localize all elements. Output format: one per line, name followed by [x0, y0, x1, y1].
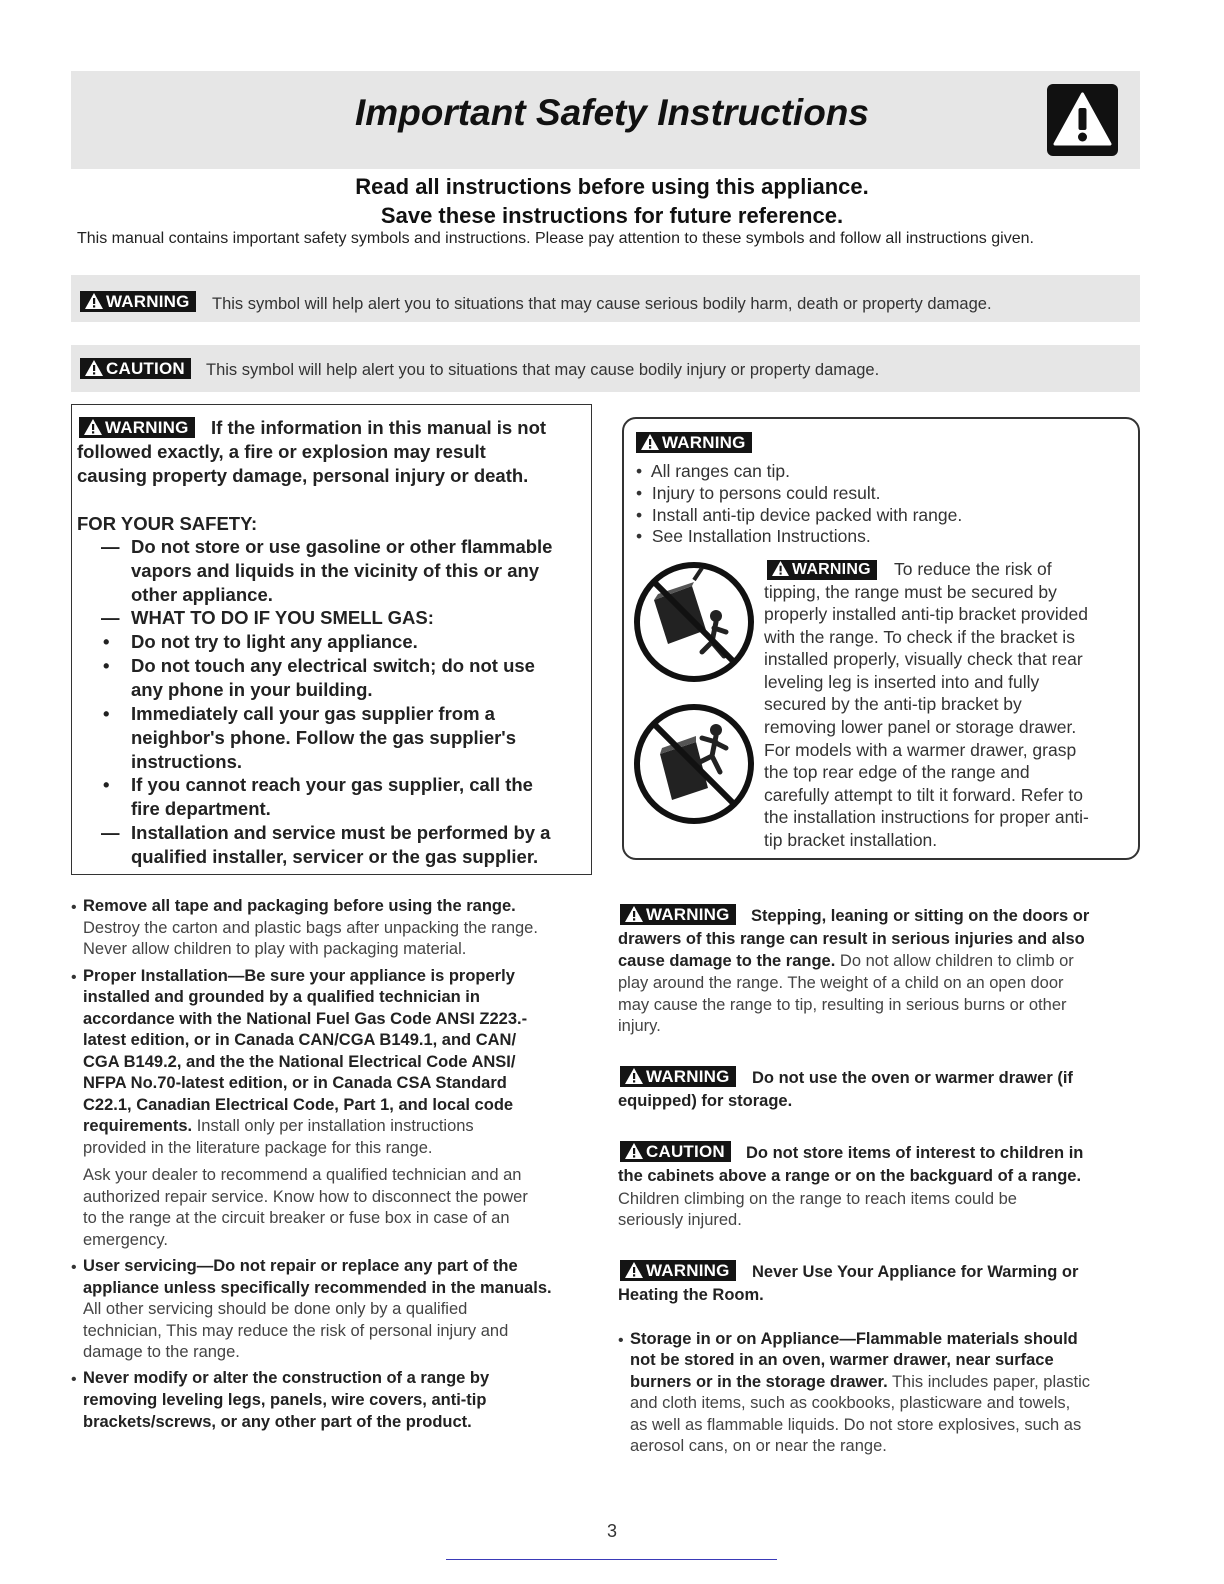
warning-badge: WARNING	[620, 1260, 736, 1283]
for-your-safety-heading: FOR YOUR SAFETY:	[77, 513, 258, 534]
subheading-read: Read all instructions before using this appliance.	[355, 174, 869, 199]
list-item: • All ranges can tip.	[636, 461, 791, 481]
warning-badge: WARNING	[79, 415, 195, 439]
warning-triangle-icon	[624, 1067, 644, 1085]
warning-triangle-icon	[84, 359, 104, 377]
bullet-marker: •	[103, 774, 110, 795]
warning-triangle-icon	[624, 1261, 644, 1279]
gas-warning-lead: If the information in this manual is not	[211, 417, 547, 438]
dash-marker: —	[101, 536, 120, 557]
warning-triangle-icon	[624, 905, 644, 923]
climbing-child-range-icon	[632, 702, 756, 826]
warning-triangle-icon	[624, 1142, 644, 1160]
tipping-range-child-icon	[632, 560, 756, 684]
subheading-save: Save these instructions for future reference.	[380, 203, 844, 228]
warning-badge: WARNING	[620, 904, 736, 927]
warning-symbol-text: This symbol will help alert you to situations that may cause serious bodily harm, death or property damage.	[212, 295, 992, 313]
warning-label: WARNING	[106, 292, 190, 311]
warning-badge: WARNING	[636, 432, 752, 453]
warning-badge: WARNING	[767, 560, 877, 580]
caution-badge: CAUTION	[620, 1141, 731, 1164]
bullet-marker: •	[103, 655, 110, 676]
bullet-marker: •	[103, 631, 110, 652]
caution-badge	[80, 358, 191, 379]
footer-rule	[446, 1559, 777, 1560]
page-title: Important Safety Instructions	[355, 92, 869, 133]
dash-marker: —	[101, 607, 120, 628]
bullet-marker: •	[71, 1259, 77, 1276]
warning-triangle-icon	[84, 292, 104, 310]
warning-badge: WARNING	[620, 1066, 736, 1089]
page-number: 3	[606, 1521, 617, 1541]
bullet-marker: •	[71, 899, 77, 916]
dash-marker: —	[101, 822, 120, 843]
intro-text: This manual contains important safety symbols and instructions. Please pay attention to these symbols and follow all instructions given.	[77, 230, 1034, 247]
warning-triangle-icon	[640, 433, 660, 451]
list-item: • Injury to persons could result.	[636, 483, 881, 503]
warning-triangle-icon	[1047, 84, 1118, 156]
bullet-marker: •	[103, 703, 110, 724]
caution-symbol-text: This symbol will help alert you to situations that may cause bodily injury or property damage.	[206, 361, 880, 379]
warning-badge	[80, 291, 196, 312]
warning-triangle-icon	[771, 560, 790, 577]
caution-label: CAUTION	[106, 359, 185, 378]
bullet-marker: •	[71, 1371, 77, 1388]
bullet-marker: •	[618, 1332, 624, 1349]
warning-triangle-icon	[83, 418, 103, 436]
list-item: • Install anti-tip device packed with range.	[636, 505, 963, 525]
list-item: • See Installation Instructions.	[636, 526, 871, 546]
bullet-marker: •	[71, 969, 77, 986]
